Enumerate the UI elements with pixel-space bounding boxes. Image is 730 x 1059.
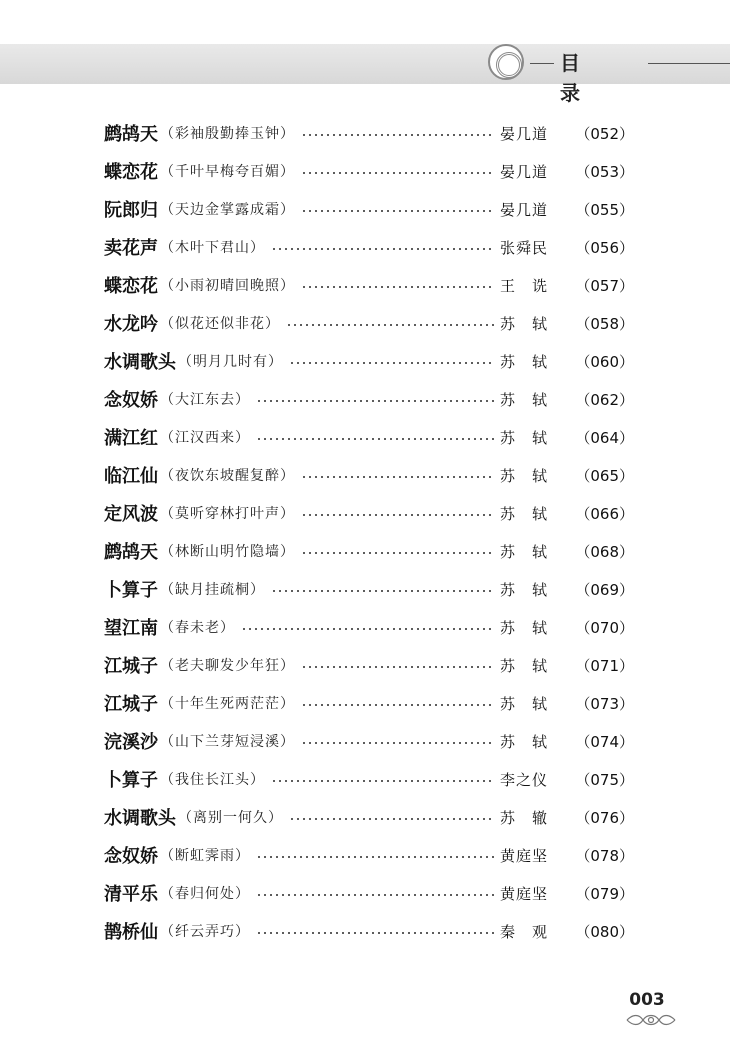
toc-entry-page: （058） <box>575 314 634 333</box>
toc-entry-subtitle: （千叶早梅夸百媚） <box>160 164 295 180</box>
toc-entry-author: 苏 轼 <box>500 732 549 751</box>
toc-entry-title: 蝶恋花 <box>104 276 158 297</box>
dot-leader <box>271 590 494 592</box>
header-divider-left <box>530 63 554 64</box>
dot-leader <box>286 324 494 326</box>
toc-entry-subtitle: （江汉西来） <box>160 430 250 446</box>
toc-entry[interactable] <box>104 494 634 532</box>
toc-entry-subtitle: （老夫聊发少年狂） <box>160 658 295 674</box>
toc-entry-author: 黄庭坚 <box>500 846 549 865</box>
toc-entry-author: 苏 轼 <box>500 352 549 371</box>
dot-leader <box>271 248 494 250</box>
toc-entry-title: 满江红 <box>104 428 158 449</box>
toc-entry-subtitle: （纤云弄巧） <box>160 924 250 940</box>
toc-entry-subtitle: （彩袖殷勤捧玉钟） <box>160 126 295 142</box>
toc-entry-author: 苏 轼 <box>500 580 549 599</box>
toc-entry[interactable] <box>104 304 634 342</box>
toc-entry-subtitle: （春归何处） <box>160 886 250 902</box>
toc-entry-title: 清平乐 <box>104 884 158 905</box>
toc-entry-author: 苏 轼 <box>500 542 549 561</box>
toc-entry-page: （075） <box>575 770 634 789</box>
header-divider-right <box>648 63 730 64</box>
dot-leader <box>301 704 494 706</box>
dot-leader <box>301 552 494 554</box>
dot-leader <box>289 362 494 364</box>
toc-entry-author: 苏 轼 <box>500 694 549 713</box>
toc-entry-page: （080） <box>575 922 634 941</box>
toc-entry-title: 临江仙 <box>104 466 158 487</box>
dot-leader <box>241 628 494 630</box>
dot-leader <box>301 172 494 174</box>
toc-entry-author: 苏 辙 <box>500 808 549 827</box>
toc-entry-author: 苏 轼 <box>500 504 549 523</box>
toc-entry-author: 晏几道 <box>500 124 549 143</box>
toc-entry-subtitle: （春未老） <box>160 620 235 636</box>
toc-entry-title: 水调歌头 <box>104 808 176 829</box>
toc-entry[interactable] <box>104 342 634 380</box>
toc-entry-subtitle: （林断山明竹隐墙） <box>160 544 295 560</box>
toc-entry-title: 卜算子 <box>104 580 158 601</box>
toc-entry-page: （071） <box>575 656 634 675</box>
dot-leader <box>256 400 494 402</box>
toc-entry-page: （062） <box>575 390 634 409</box>
dot-leader <box>301 742 494 744</box>
toc-entry-subtitle: （十年生死两茫茫） <box>160 696 295 712</box>
dot-leader <box>301 210 494 212</box>
toc-entry-page: （073） <box>575 694 634 713</box>
toc-entry-title: 定风波 <box>104 504 158 525</box>
toc-entry-title: 念奴娇 <box>104 846 158 867</box>
toc-entry-subtitle: （断虹霁雨） <box>160 848 250 864</box>
dot-leader <box>301 134 494 136</box>
dot-leader <box>256 856 494 858</box>
toc-entry-subtitle: （夜饮东坡醒复醉） <box>160 468 295 484</box>
toc-entry[interactable] <box>104 266 634 304</box>
toc-entry-title: 念奴娇 <box>104 390 158 411</box>
toc-entry-author: 李之仪 <box>500 770 549 789</box>
toc-entry-page: （060） <box>575 352 634 371</box>
toc-entry-page: （065） <box>575 466 634 485</box>
toc-entry[interactable] <box>104 570 634 608</box>
dot-leader <box>271 780 494 782</box>
toc-entry-page: （056） <box>575 238 634 257</box>
toc-entry-title: 鹧鸪天 <box>104 542 158 563</box>
toc-entry[interactable] <box>104 532 634 570</box>
toc-entry-subtitle: （天边金掌露成霜） <box>160 202 295 218</box>
page-number: 003 <box>629 990 665 1010</box>
dot-leader <box>301 476 494 478</box>
toc-entry-title: 江城子 <box>104 694 158 715</box>
dot-leader <box>256 438 494 440</box>
toc-entry-subtitle: （明月几时有） <box>178 354 283 370</box>
toc-entry-subtitle: （木叶下君山） <box>160 240 265 256</box>
toc-entry-subtitle: （似花还似非花） <box>160 316 280 332</box>
toc-entry-subtitle: （山下兰芽短浸溪） <box>160 734 295 750</box>
toc-entry-title: 蝶恋花 <box>104 162 158 183</box>
toc-entry-page: （055） <box>575 200 634 219</box>
toc-entry-author: 苏 轼 <box>500 314 549 333</box>
toc-entry-author: 苏 轼 <box>500 618 549 637</box>
toc-entry-author: 晏几道 <box>500 162 549 181</box>
toc-entry[interactable] <box>104 798 634 836</box>
toc-entry[interactable] <box>104 456 634 494</box>
dot-leader <box>301 286 494 288</box>
toc-entry-title: 水调歌头 <box>104 352 176 373</box>
toc-entry-subtitle: （离别一何久） <box>178 810 283 826</box>
toc-entry[interactable] <box>104 152 634 190</box>
toc-entry-author: 晏几道 <box>500 200 549 219</box>
toc-entry-page: （066） <box>575 504 634 523</box>
toc-entry-page: （079） <box>575 884 634 903</box>
toc-entry-title: 鹊桥仙 <box>104 922 158 943</box>
toc-entry-page: （070） <box>575 618 634 637</box>
toc-entry-page: （074） <box>575 732 634 751</box>
toc-entry-title: 江城子 <box>104 656 158 677</box>
dot-leader <box>256 932 494 934</box>
toc-entry-subtitle: （缺月挂疏桐） <box>160 582 265 598</box>
toc-entry-page: （057） <box>575 276 634 295</box>
toc-entry[interactable] <box>104 114 634 152</box>
toc-entry-page: （076） <box>575 808 634 827</box>
ornament-icon <box>625 1013 677 1027</box>
toc-entry-page: （052） <box>575 124 634 143</box>
toc-entry[interactable] <box>104 912 634 950</box>
toc-entry-author: 张舜民 <box>500 238 549 257</box>
toc-entry[interactable] <box>104 228 634 266</box>
table-of-contents <box>104 114 634 950</box>
toc-entry-title: 阮郎归 <box>104 200 158 221</box>
toc-entry-page: （068） <box>575 542 634 561</box>
toc-entry-author: 苏 轼 <box>500 466 549 485</box>
toc-entry-author: 苏 轼 <box>500 428 549 447</box>
toc-entry-title: 望江南 <box>104 618 158 639</box>
toc-entry-page: （053） <box>575 162 634 181</box>
toc-entry-subtitle: （小雨初晴回晚照） <box>160 278 295 294</box>
toc-entry[interactable] <box>104 646 634 684</box>
toc-entry[interactable] <box>104 380 634 418</box>
toc-entry-page: （069） <box>575 580 634 599</box>
toc-entry-author: 苏 轼 <box>500 390 549 409</box>
toc-entry[interactable] <box>104 722 634 760</box>
dot-leader <box>301 514 494 516</box>
toc-entry-author: 黄庭坚 <box>500 884 549 903</box>
emblem-icon <box>488 44 524 80</box>
toc-entry-title: 鹧鸪天 <box>104 124 158 145</box>
dot-leader <box>256 894 494 896</box>
toc-entry[interactable] <box>104 418 634 456</box>
page-title: 目 录 <box>560 51 602 105</box>
toc-entry-page: （064） <box>575 428 634 447</box>
toc-entry[interactable] <box>104 684 634 722</box>
toc-entry-subtitle: （莫听穿林打叶声） <box>160 506 295 522</box>
toc-entry[interactable] <box>104 760 634 798</box>
toc-entry-page: （078） <box>575 846 634 865</box>
toc-entry-subtitle: （大江东去） <box>160 392 250 408</box>
toc-entry-title: 卜算子 <box>104 770 158 791</box>
toc-entry[interactable] <box>104 190 634 228</box>
toc-entry[interactable] <box>104 836 634 874</box>
toc-entry-author: 秦 观 <box>500 922 549 941</box>
toc-entry-author: 苏 轼 <box>500 656 549 675</box>
dot-leader <box>301 666 494 668</box>
dot-leader <box>289 818 494 820</box>
toc-entry[interactable] <box>104 608 634 646</box>
toc-entry[interactable] <box>104 874 634 912</box>
toc-entry-subtitle: （我住长江头） <box>160 772 265 788</box>
toc-entry-title: 水龙吟 <box>104 314 158 335</box>
toc-entry-author: 王 诜 <box>500 276 549 295</box>
toc-entry-title: 浣溪沙 <box>104 732 158 753</box>
toc-entry-title: 卖花声 <box>104 238 158 259</box>
